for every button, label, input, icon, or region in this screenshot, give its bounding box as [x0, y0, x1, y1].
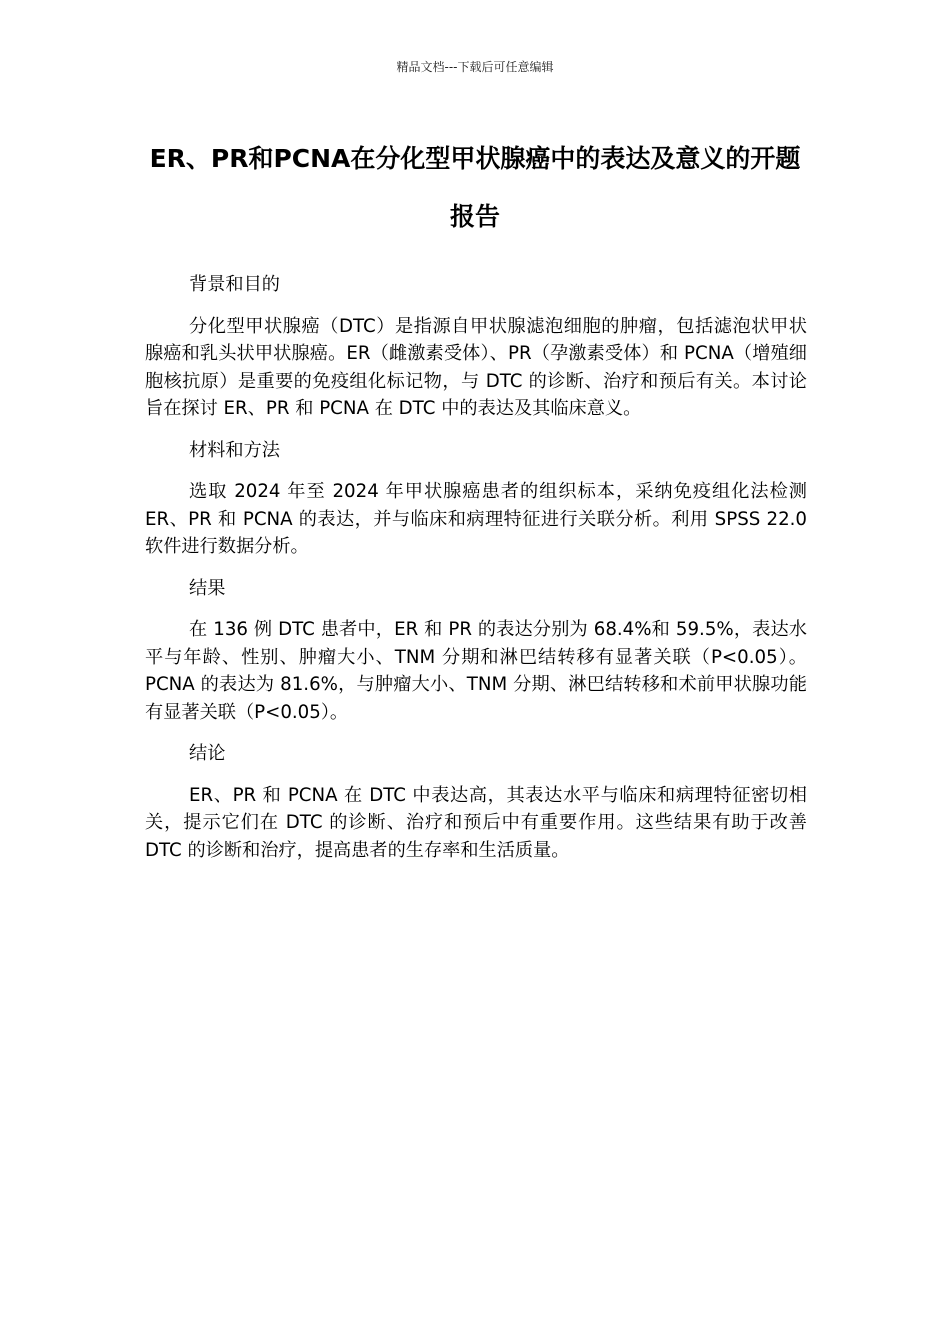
section-paragraph: ER、PR 和 PCNA 在 DTC 中表达高，其表达水平与临床和病理特征密切相关，提示它们在 DTC 的诊断、治疗和预后中有重要作用。这些结果有助于改善 DTC 的诊断和治疗，提高患者的生存率和生活质量。 [145, 784, 807, 861]
section-results [145, 575, 807, 727]
section-paragraph: 选取 2024 年至 2024 年甲状腺癌患者的组织标本，采纳免疫组化法检测 ER、PR 和 PCNA 的表达，并与临床和病理特征进行关联分析。利用 SPSS 22.0 软件进行数据分析。 [145, 481, 807, 557]
section-background [145, 271, 807, 423]
section-heading: 材料和方法 [189, 439, 280, 461]
section-paragraph: 分化型甲状腺癌（DTC）是指源自甲状腺滤泡细胞的肿瘤，包括滤泡状甲状腺癌和乳头状甲状腺癌。ER（雌激素受体）、PR（孕激素受体）和 PCNA（增殖细胞核抗原）是重要的免疫组化标记物，与 DTC 的诊断、治疗和预后有关。本讨论旨在探讨 ER、PR 和 PCNA 在 DTC 中的表达及其临床意义。 [145, 315, 807, 419]
section-methods [145, 437, 807, 561]
page-header-note: 精品文档---下载后可任意编辑 [396, 60, 554, 74]
section-conclusion [145, 740, 807, 864]
section-heading: 结论 [189, 743, 226, 764]
section-heading: 结果 [189, 577, 226, 599]
document-title: ER、PR和PCNA在分化型甲状腺癌中的表达及意义的开题报告 [149, 144, 801, 231]
section-heading: 背景和目的 [189, 274, 280, 295]
section-paragraph: 在 136 例 DTC 患者中，ER 和 PR 的表达分别为 68.4%和 59.5%，表达水平与年龄、性别、肿瘤大小、TNM 分期和淋巴结转移有显著关联（P<0.05）。PCNA 的表达为 81.6%，与肿瘤大小、TNM 分期、淋巴结转移和术前甲状腺功能有显著关联（P<0.05）。 [145, 619, 807, 723]
document-body [145, 271, 807, 878]
